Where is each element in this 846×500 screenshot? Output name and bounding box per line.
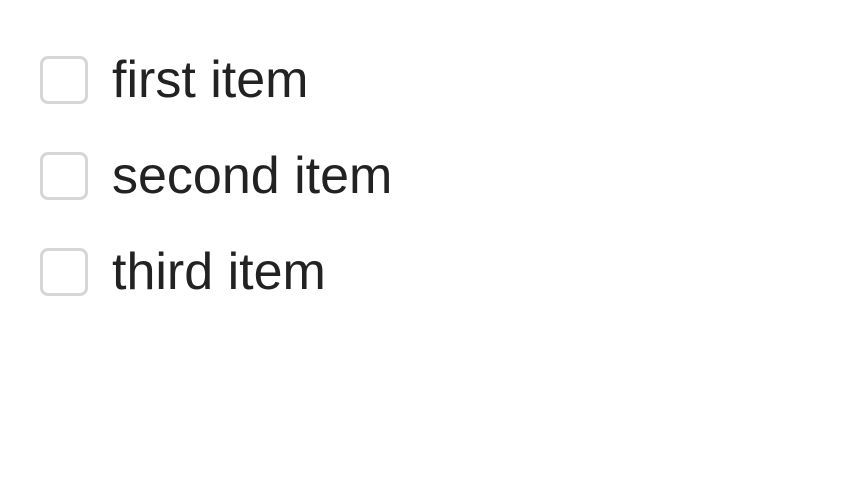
checklist-item-second[interactable] xyxy=(40,147,393,205)
checklist-item-third[interactable] xyxy=(40,243,392,301)
checklist-item-label: second item xyxy=(112,147,393,205)
checklist xyxy=(40,51,393,301)
checkbox[interactable] xyxy=(40,56,88,104)
checklist-item-first[interactable] xyxy=(40,51,392,109)
checklist-item-label: third item xyxy=(112,243,326,301)
checkbox[interactable] xyxy=(40,248,88,296)
checklist-item-label: first item xyxy=(112,51,309,109)
checkbox[interactable] xyxy=(40,152,88,200)
